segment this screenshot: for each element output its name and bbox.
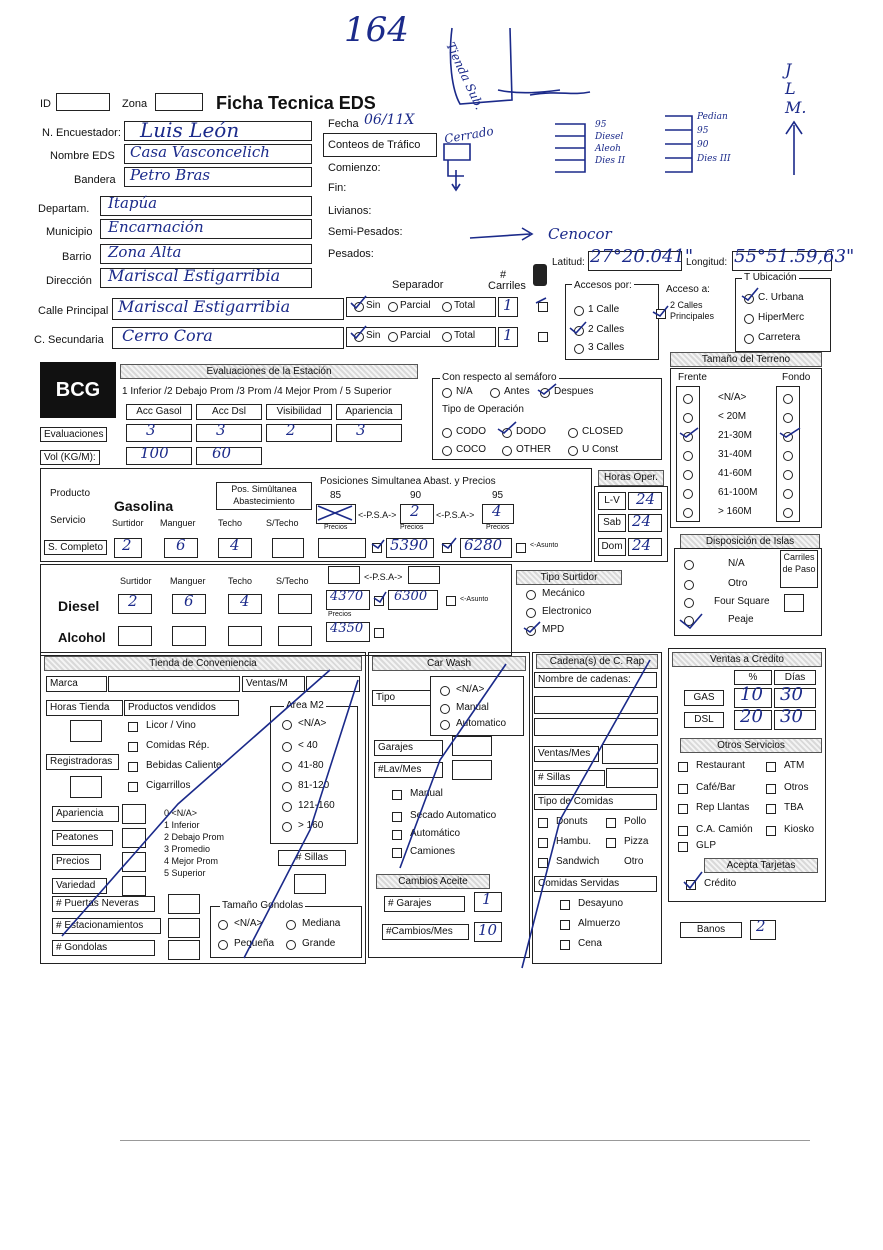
op-coco-label: COCO xyxy=(456,444,486,455)
escala-item: 0 <N/A> xyxy=(164,808,198,818)
municipio-label: Municipio xyxy=(46,226,93,238)
semipesados-label: Semi-Pesados: xyxy=(328,226,403,238)
semaforo-despues-label: Despues xyxy=(554,386,594,397)
terreno-frente: Frente xyxy=(678,372,707,383)
list-2-item: Pedian xyxy=(697,112,728,122)
credito-pct-label: % xyxy=(734,670,772,685)
islas-peaje-label: Peaje xyxy=(728,614,754,625)
precios-label: Precios xyxy=(52,854,101,870)
barrio-label: Barrio xyxy=(62,251,92,263)
acceso-a-label: Acceso a: xyxy=(666,284,710,295)
islas-carriles-label: Carriles de Paso xyxy=(780,550,818,588)
lav-label: #Lav/Mes xyxy=(374,762,443,778)
registradoras-label: Registradoras xyxy=(46,754,119,770)
otro-label: Otro xyxy=(624,856,644,867)
almuerzo-label: Almuerzo xyxy=(578,918,621,929)
encuestador-value: Luis León xyxy=(140,118,240,142)
note-corner: J L M. xyxy=(785,60,807,117)
kiosko-label: Kiosko xyxy=(784,824,815,835)
depto-label: Departam. xyxy=(38,203,90,215)
tamano-na-label: <N/A> xyxy=(234,918,263,929)
list-1-item: 95 xyxy=(595,120,607,130)
area-gt160-label: > 160 xyxy=(298,820,324,831)
servicio-label: Servicio xyxy=(50,515,86,526)
pesados-label: Pesados: xyxy=(328,248,374,260)
completo-surtidor-value: 2 xyxy=(122,536,132,554)
cadenas-sillas-label: # Sillas xyxy=(534,770,605,786)
completo-techo-value: 4 xyxy=(230,536,240,554)
llantas-label: Rep Llantas xyxy=(696,802,750,813)
nombre-label: Nombre EDS xyxy=(50,150,115,162)
tienda-title: Tienda de Conveniencia xyxy=(44,656,362,671)
note-tienda: Tienda Sub. xyxy=(443,40,487,112)
horas-dom-label: Dom xyxy=(598,538,626,556)
cambios-title: Cambios Aceite xyxy=(376,874,490,889)
diesel-col-techo: Techo xyxy=(228,576,253,586)
credito-title: Ventas a Credito xyxy=(672,652,822,667)
surtidor-mpd-label: MPD xyxy=(542,624,565,635)
surtidor-mecanico-label: Mecánico xyxy=(542,588,585,599)
zona-label: Zona xyxy=(122,98,148,110)
octano-90: 90 xyxy=(410,490,422,501)
gasolina-label: Gasolina xyxy=(114,498,174,514)
terreno-size-label: < 20M xyxy=(718,411,747,422)
escala-item: 2 Debajo Prom xyxy=(164,832,225,842)
tamano-title: Tamaño Gondolas xyxy=(222,900,304,911)
carwash-na-label: <N/A> xyxy=(456,684,485,695)
terreno-size-label: > 160M xyxy=(718,506,752,517)
ubicacion-hipermerc-label: HiperMerc xyxy=(758,312,805,323)
vol-label: Vol (KG/M): xyxy=(40,450,100,465)
carwash-auto-label: Automatico xyxy=(456,718,507,729)
escala-item: 4 Mejor Prom xyxy=(164,856,219,866)
octano-85: 85 xyxy=(330,490,342,501)
ventas-label: Ventas/M xyxy=(242,676,305,692)
carriles-value-1: 1 xyxy=(503,296,513,314)
secundaria-label: C. Secundaria xyxy=(34,334,104,346)
carriles-value-2: 1 xyxy=(503,326,513,344)
terreno-size-label: 41-60M xyxy=(718,468,752,479)
cambios-garajes-label: # Garajes xyxy=(384,896,465,912)
list-2-item: Dies III xyxy=(697,154,731,164)
terreno-fondo: Fondo xyxy=(782,372,811,383)
municipio-value: Encarnación xyxy=(108,218,204,236)
note-cenocor: Cenocor xyxy=(548,225,612,243)
diesel-col-surtidor: Surtidor xyxy=(120,576,152,586)
area-na-label: <N/A> xyxy=(298,718,327,729)
octano-95: 95 xyxy=(492,490,504,501)
terreno-size-label: 21-30M xyxy=(718,430,752,441)
carwash-title: Car Wash xyxy=(372,656,526,671)
op-closed-label: CLOSED xyxy=(582,426,624,437)
escala-item: 1 Inferior xyxy=(164,820,200,830)
area-40-label: < 40 xyxy=(298,740,318,751)
cena-label: Cena xyxy=(578,938,602,949)
tipo-comidas-title: Tipo de Comidas xyxy=(534,794,657,810)
direccion-value: Mariscal Estigarribia xyxy=(108,266,281,285)
cadenas-title: Cadena(s) de C. Rap xyxy=(536,654,658,669)
islas-na-label: N/A xyxy=(728,558,745,569)
pollo-label: Pollo xyxy=(624,816,647,827)
evaluaciones-scale: 1 Inferior /2 Debajo Prom /3 Prom /4 Mejor Prom / 5 Superior xyxy=(122,386,392,397)
horas-lv-value: 24 xyxy=(636,490,656,508)
livianos-label: Livianos: xyxy=(328,205,372,217)
op-uconst-label: U Const xyxy=(582,444,619,455)
op-dodo-label: DODO xyxy=(516,426,546,437)
fecha-label: Fecha xyxy=(328,118,359,130)
conteos-label: Conteos de Tráfico xyxy=(328,139,421,151)
donuts-label: Donuts xyxy=(556,816,588,827)
pizza-label: Pizza xyxy=(624,836,649,847)
restaurant-label: Restaurant xyxy=(696,760,745,771)
cigarrillos-label: Cigarrillos xyxy=(146,780,191,791)
terreno-title: Tamaño del Terreno xyxy=(670,352,822,367)
cambios-mes-value: 10 xyxy=(478,921,498,939)
carriles-label: # Carriles xyxy=(488,269,526,292)
garajes-label: Garajes xyxy=(374,740,443,756)
glp-label: GLP xyxy=(696,840,717,851)
cambios-garajes-value: 1 xyxy=(482,890,492,908)
col-apariencia: Apariencia xyxy=(336,404,402,420)
barrio-value: Zona Alta xyxy=(108,243,182,261)
sandwich-label: Sandwich xyxy=(556,856,600,867)
credito-gas-label: GAS xyxy=(684,690,724,706)
banos-label: Banos xyxy=(680,922,742,938)
area-120-label: 81-120 xyxy=(298,780,330,791)
acceso-2-calles-label: 2 Calles xyxy=(588,324,625,335)
col-stecho: S/Techo xyxy=(266,518,299,528)
list-1-item: Dies II xyxy=(595,156,626,166)
tba-label: TBA xyxy=(784,802,804,813)
surtidor-electronico-label: Electronico xyxy=(542,606,592,617)
apariencia-label: Apariencia xyxy=(52,806,119,822)
accesos-title: Accesos por: xyxy=(574,280,632,291)
hambu-label: Hambu. xyxy=(556,836,592,847)
precio-95-value: 6280 xyxy=(464,536,503,554)
otros-title: Otros Servicios xyxy=(680,738,822,753)
diesel-col-manguer: Manguer xyxy=(170,576,206,586)
col-visibilidad: Visibilidad xyxy=(266,404,332,420)
escala-item: 3 Promedio xyxy=(164,844,211,854)
credito-label: Crédito xyxy=(704,878,737,889)
encuestador-label: N. Encuestador: xyxy=(42,127,121,139)
longitud-label: Longitud: xyxy=(686,257,728,268)
semaforo-na-label: N/A xyxy=(456,386,473,397)
list-2-item: 95 xyxy=(697,126,709,136)
precios-95-label: Precios xyxy=(486,524,510,531)
banos-value: 2 xyxy=(756,917,766,935)
diesel-surtidor-value: 2 xyxy=(128,592,138,610)
secundaria-value: Cerro Cora xyxy=(122,326,213,345)
terreno-size-label: 31-40M xyxy=(718,449,752,460)
ubicacion-urbana-label: C. Urbana xyxy=(758,292,804,303)
diesel-precio-2-value: 6300 xyxy=(394,589,428,604)
eval-value-2: 3 xyxy=(216,421,226,439)
sin-label-2: Sin xyxy=(366,330,381,341)
direccion-label: Dirección xyxy=(46,275,92,287)
tarjetas-title: Acepta Tarjetas xyxy=(704,858,818,873)
cw-secado-label: Secado Automatico xyxy=(410,810,497,821)
diesel-manguer-value: 6 xyxy=(184,592,194,610)
completo-label: S. Completo xyxy=(44,540,107,555)
producto-label: Producto xyxy=(50,488,91,499)
credito-gas-dias-value: 30 xyxy=(780,684,803,705)
estacionamientos-label: # Estacionamientos xyxy=(52,918,161,934)
ubicacion-carretera-label: Carretera xyxy=(758,332,801,343)
diesel-precio-1-value: 4370 xyxy=(330,589,364,604)
diesel-asunto-label: <-Asunto xyxy=(460,596,489,603)
precios-85-label: Precios xyxy=(324,524,348,531)
area-160-label: 121-160 xyxy=(298,800,335,811)
islas-four-label: Four Square xyxy=(714,596,770,607)
pos-simultanea-box: Pos. Simûltanea Abastecimiento xyxy=(216,482,312,510)
op-other-label: OTHER xyxy=(516,444,551,455)
bandera-value: Petro Bras xyxy=(130,166,211,184)
bandera-label: Bandera xyxy=(74,174,116,186)
semaforo-antes-label: Antes xyxy=(504,386,530,397)
total-label-2: Total xyxy=(454,330,476,341)
psa-95-value: 4 xyxy=(492,502,502,520)
evaluaciones-title: Evaluaciones de la Estación xyxy=(120,364,418,379)
comienzo-label: Comienzo: xyxy=(328,162,381,174)
credito-dias-label: Días xyxy=(774,670,816,685)
latitud-label: Latitud: xyxy=(552,257,585,268)
op-codo-label: CODO xyxy=(456,426,486,437)
calle-value: Mariscal Estigarribia xyxy=(118,297,291,316)
carwash-tipo-label: Tipo xyxy=(372,690,431,706)
diesel-label: Diesel xyxy=(58,598,100,614)
area-80-label: 41-80 xyxy=(298,760,324,771)
horas-title: Horas Oper. xyxy=(598,470,664,486)
escala-item: 5 Superior xyxy=(164,868,206,878)
tamano-mediana-label: Mediana xyxy=(302,918,341,929)
cw-manual-label: Manual xyxy=(410,788,443,799)
islas-otro-label: Otro xyxy=(728,578,748,589)
diesel-psa-arrow: <-P.S.A-> xyxy=(364,572,403,582)
bebidas-label: Bebidas Caliente xyxy=(146,760,222,771)
gondolas-label: # Gondolas xyxy=(52,940,155,956)
psa-90-arrow: <-P.S.A-> xyxy=(436,510,475,520)
diesel-precios-label: Precios xyxy=(328,611,352,618)
parcial-label-2: Parcial xyxy=(400,330,431,341)
ubicacion-title: T Ubicación xyxy=(744,272,797,283)
cafe-label: Café/Bar xyxy=(696,782,736,793)
col-techo: Techo xyxy=(218,518,243,528)
col-manguer: Manguer xyxy=(160,518,196,528)
operacion-title: Tipo de Operación xyxy=(442,404,524,415)
credito-dsl-label: DSL xyxy=(684,712,724,728)
variedad-label: Variedad xyxy=(52,878,107,894)
list-1-item: Aleoh xyxy=(595,144,621,154)
licor-label: Licor / Vino xyxy=(146,720,196,731)
eval-value-1: 3 xyxy=(146,421,156,439)
page-number: 164 xyxy=(344,10,409,50)
camion-label: C.A. Camión xyxy=(696,824,753,835)
terreno-size-label: <N/A> xyxy=(718,392,747,403)
horas-tienda-label: Horas Tienda xyxy=(46,700,123,716)
desayuno-label: Desayuno xyxy=(578,898,624,909)
cadenas-nombre-label: Nombre de cadenas: xyxy=(534,672,657,688)
atm-label: ATM xyxy=(784,760,805,771)
surtidor-title: Tipo Surtidor xyxy=(516,570,622,585)
diesel-techo-value: 4 xyxy=(240,592,250,610)
vol-value-1: 100 xyxy=(140,444,169,462)
acceso-1-calle-label: 1 Calle xyxy=(588,304,620,315)
servidas-title: Comidas Servidas xyxy=(534,876,657,892)
psa-90-value: 2 xyxy=(410,502,420,520)
area-title: Area M2 xyxy=(286,700,324,711)
comidas-label: Comidas Rép. xyxy=(146,740,210,751)
page-title: Ficha Tecnica EDS xyxy=(216,93,376,113)
col-surtidor: Surtidor xyxy=(112,518,144,528)
marca-label: Marca xyxy=(46,676,107,692)
horas-sab-label: Sab xyxy=(598,514,626,532)
tamano-grande-label: Grande xyxy=(302,938,336,949)
list-1-item: Diesel xyxy=(595,132,624,142)
nombre-value: Casa Vasconcelich xyxy=(130,143,270,161)
credito-dsl-pct-value: 20 xyxy=(740,706,763,727)
cw-automatico-label: Automático xyxy=(410,828,461,839)
calle-label: Calle Principal xyxy=(38,305,109,317)
cambios-mes-label: #Cambios/Mes xyxy=(382,924,469,940)
peatones-label: Peatones xyxy=(52,830,113,846)
longitud-value: 55°51.59,63" xyxy=(734,246,855,267)
acceso-a-value: 2 Calles Principales xyxy=(670,300,715,321)
horas-lv-label: L-V xyxy=(598,492,626,510)
carwash-manual-label: Manual xyxy=(456,702,489,713)
note-cerrado: Cerrado xyxy=(443,123,495,147)
alcohol-label: Alcohol xyxy=(58,630,106,645)
psa-85-arrow: <-P.S.A-> xyxy=(358,510,397,520)
asunto-label: <-Asunto xyxy=(530,542,559,549)
eval-value-4: 3 xyxy=(356,421,366,439)
completo-manguer-value: 6 xyxy=(176,536,186,554)
id-label: ID xyxy=(40,98,51,110)
eval-value-3: 2 xyxy=(286,421,296,439)
col-acc-dsl: Acc Dsl xyxy=(196,404,262,420)
semaforo-title: Con respecto al semáforo xyxy=(442,372,557,383)
latitud-value: 27°20.041" xyxy=(590,246,694,267)
list-2-item: 90 xyxy=(697,140,709,150)
col-acc-gasol: Acc Gasol xyxy=(126,404,192,420)
parcial-label-1: Parcial xyxy=(400,300,431,311)
tamano-pequena-label: Pequeña xyxy=(234,938,275,949)
fin-label: Fin: xyxy=(328,182,347,194)
cadenas-ventas-label: Ventas/Mes xyxy=(534,746,599,762)
horas-dom-value: 24 xyxy=(632,536,652,554)
islas-title: Disposición de Islas xyxy=(680,534,820,549)
sillas-label: # Sillas xyxy=(278,850,346,866)
depto-value: Itapúa xyxy=(108,194,158,212)
terreno-size-label: 61-100M xyxy=(718,487,758,498)
productos-label: Productos vendidos xyxy=(124,700,239,716)
sin-label-1: Sin xyxy=(366,300,381,311)
vol-value-2: 60 xyxy=(212,444,232,462)
credito-dsl-dias-value: 30 xyxy=(780,706,803,727)
horas-sab-value: 24 xyxy=(632,512,652,530)
cw-camiones-label: Camiones xyxy=(410,846,456,857)
precios-90-label: Precios xyxy=(400,524,424,531)
precio-90-value: 5390 xyxy=(390,536,429,554)
separador-label: Separador xyxy=(392,279,444,291)
evaluaciones-row-label: Evaluaciones xyxy=(40,427,107,442)
acceso-3-calles-label: 3 Calles xyxy=(588,342,625,353)
otros-label: Otros xyxy=(784,782,809,793)
credito-gas-pct-value: 10 xyxy=(740,684,763,705)
puertas-label: # Puertas Neveras xyxy=(52,896,155,912)
diesel-precio-3-value: 4350 xyxy=(330,621,364,636)
bcg-logo: BCG xyxy=(40,362,116,418)
diesel-col-stecho: S/Techo xyxy=(276,576,309,586)
posiciones-label: Posiciones Simultanea Abast. y Precios xyxy=(320,476,496,487)
fecha-value: 06/11X xyxy=(364,112,415,128)
total-label-1: Total xyxy=(454,300,476,311)
